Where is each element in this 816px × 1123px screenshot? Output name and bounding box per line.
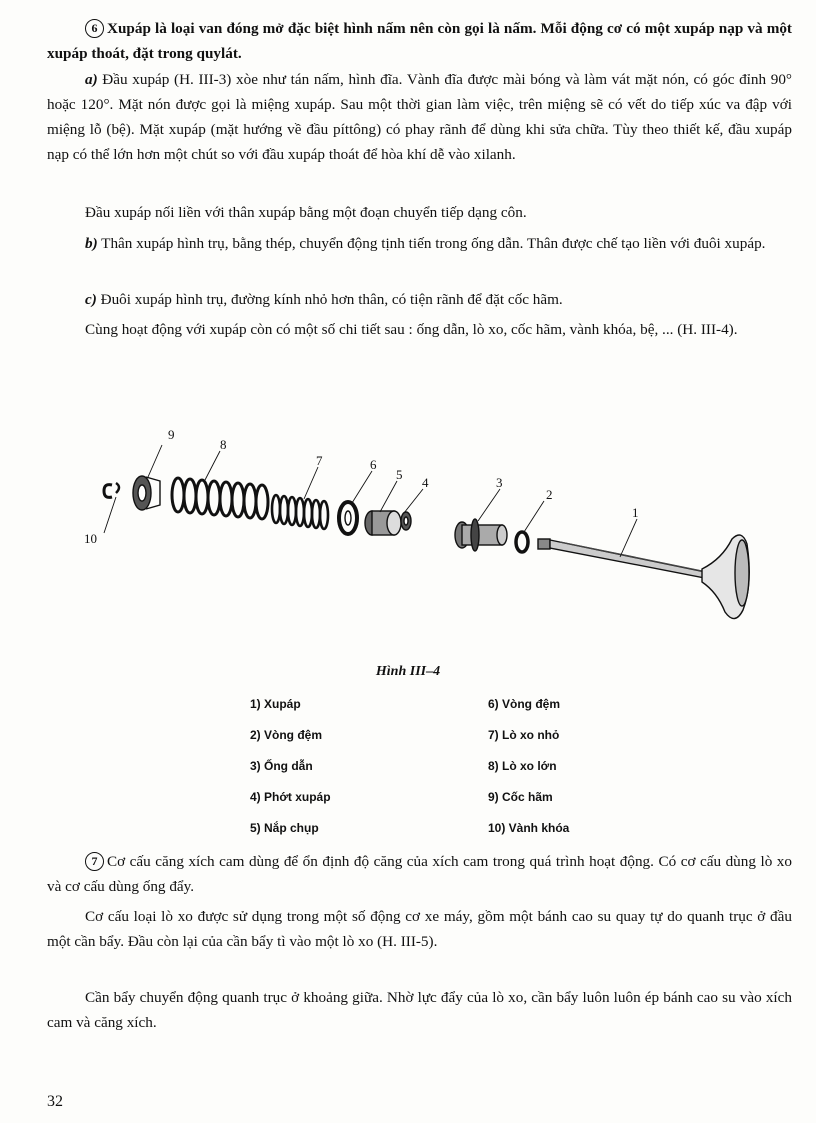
paragraph-head-stem-transition: Đầu xupáp nối liền với thân xupáp bằng một đoạn chuyển tiếp dạng côn. [85,204,527,221]
legend-item: 6) Vòng đệm [488,697,561,711]
item-number-7-icon: 7 [85,852,104,871]
valve-keeper-ring-drawing [104,483,119,497]
washer-bottom-drawing [516,532,528,552]
small-spring-drawing [272,495,328,529]
legend-left-column [250,696,331,851]
paragraph-valve-stem: b) Thân xupáp hình trụ, bằng thép, chuyển động tịnh tiến trong ống dẫn. Thân được chế tạo liền với đuôi xupáp. [85,235,766,252]
paragraph-lever-motion: Cần bẩy chuyển động quanh trục ở khoảng giữa. Nhờ lực đẩy của lò xo, cần bẩy luôn luôn ép bánh cao su vào xích cam và căng xích. [47,989,792,1031]
paragraph-cam-chain-tensioner: 7 Cơ cấu căng xích cam dùng để ổn định độ căng của xích cam trong quá trình hoạt động. Có cơ cấu dùng lò xo và cơ cấu dùng ống đẩy. [47,853,792,895]
part-label-8: 8 [220,437,227,452]
valve-guide-drawing [455,519,507,551]
part-label-7: 7 [316,453,323,468]
paragraph-related-parts: Cùng hoạt động với xupáp còn có một số chi tiết sau : ống dẫn, lò xo, cốc hãm, vành khóa, bệ, ... (H. III-4). [85,321,738,338]
part-label-6: 6 [370,457,377,472]
legend-item: 10) Vành khóa [488,821,570,835]
part-label-5: 5 [396,467,403,482]
large-spring-drawing [172,478,268,519]
part-label-3: 3 [496,475,503,490]
paragraph-valve-head: a) Đầu xupáp (H. III-3) xòe như tán nấm, hình đĩa. Vành đĩa được mài bóng và làm vát mặt nón, có góc đỉnh 90° hoặc 120°. Mặt nón được gọi là miệng xupáp. Sau một thời gian làm việc, trên miệng sẽ có vết do tiếp xúc va đập với miệng lỗ (bệ). Mặt xupáp (mặt hướng về đầu píttông) có phay rãnh để dùng khi sửa chữa. Tùy theo thiết kế, đầu xupáp nạp có thể lớn hơn một chút so với đầu xupáp thoát để hòa khí dễ vào xilanh. [47,71,792,163]
legend-right-column [488,696,569,851]
spring-retainer-cup-drawing [133,476,160,510]
legend-item: 9) Cốc hãm [488,790,553,804]
legend-item: 8) Lò xo lớn [488,759,557,773]
paragraph-spring-type: Cơ cấu loại lò xo được sử dụng trong một số động cơ xe máy, gồm một bánh cao su quay tự do quanh trục ở đầu một cần bẩy. Đầu còn lại của cần bẩy tì vào một lò xo (H. III-5). [47,908,792,950]
legend-item: 2) Vòng đệm [250,728,323,742]
page-number: 32 [47,1093,63,1110]
paragraph-valve-intro: 6 Xupáp là loại van đóng mở đặc biệt hình nấm nên còn gọi là nấm. Mỗi động cơ có một xupáp nạp và một xupáp thoát, đặt trong quylát. [47,20,792,62]
legend-item: 5) Nắp chụp [250,821,319,835]
legend-item: 3) Ống dẫn [250,759,313,773]
legend-item: 7) Lò xo nhỏ [488,728,560,742]
paragraph-valve-tail: c) Đuôi xupáp hình trụ, đường kính nhỏ hơn thân, có tiện rãnh để đặt cốc hãm. [85,291,563,308]
figure-caption: Hình III–4 [375,664,441,679]
legend-item: 4) Phớt xupáp [250,790,331,804]
cap-and-seal-drawing [365,511,411,535]
valve-drawing [538,535,749,619]
part-label-2: 2 [546,487,553,502]
valve-assembly-figure [84,415,770,620]
part-label-1: 1 [632,505,639,520]
legend-item: 1) Xupáp [250,697,301,711]
washer-top-drawing [339,502,357,534]
part-label-4: 4 [422,475,429,490]
part-label-9: 9 [168,427,175,442]
item-number-6-icon: 6 [85,19,104,38]
part-label-10: 10 [84,531,97,546]
